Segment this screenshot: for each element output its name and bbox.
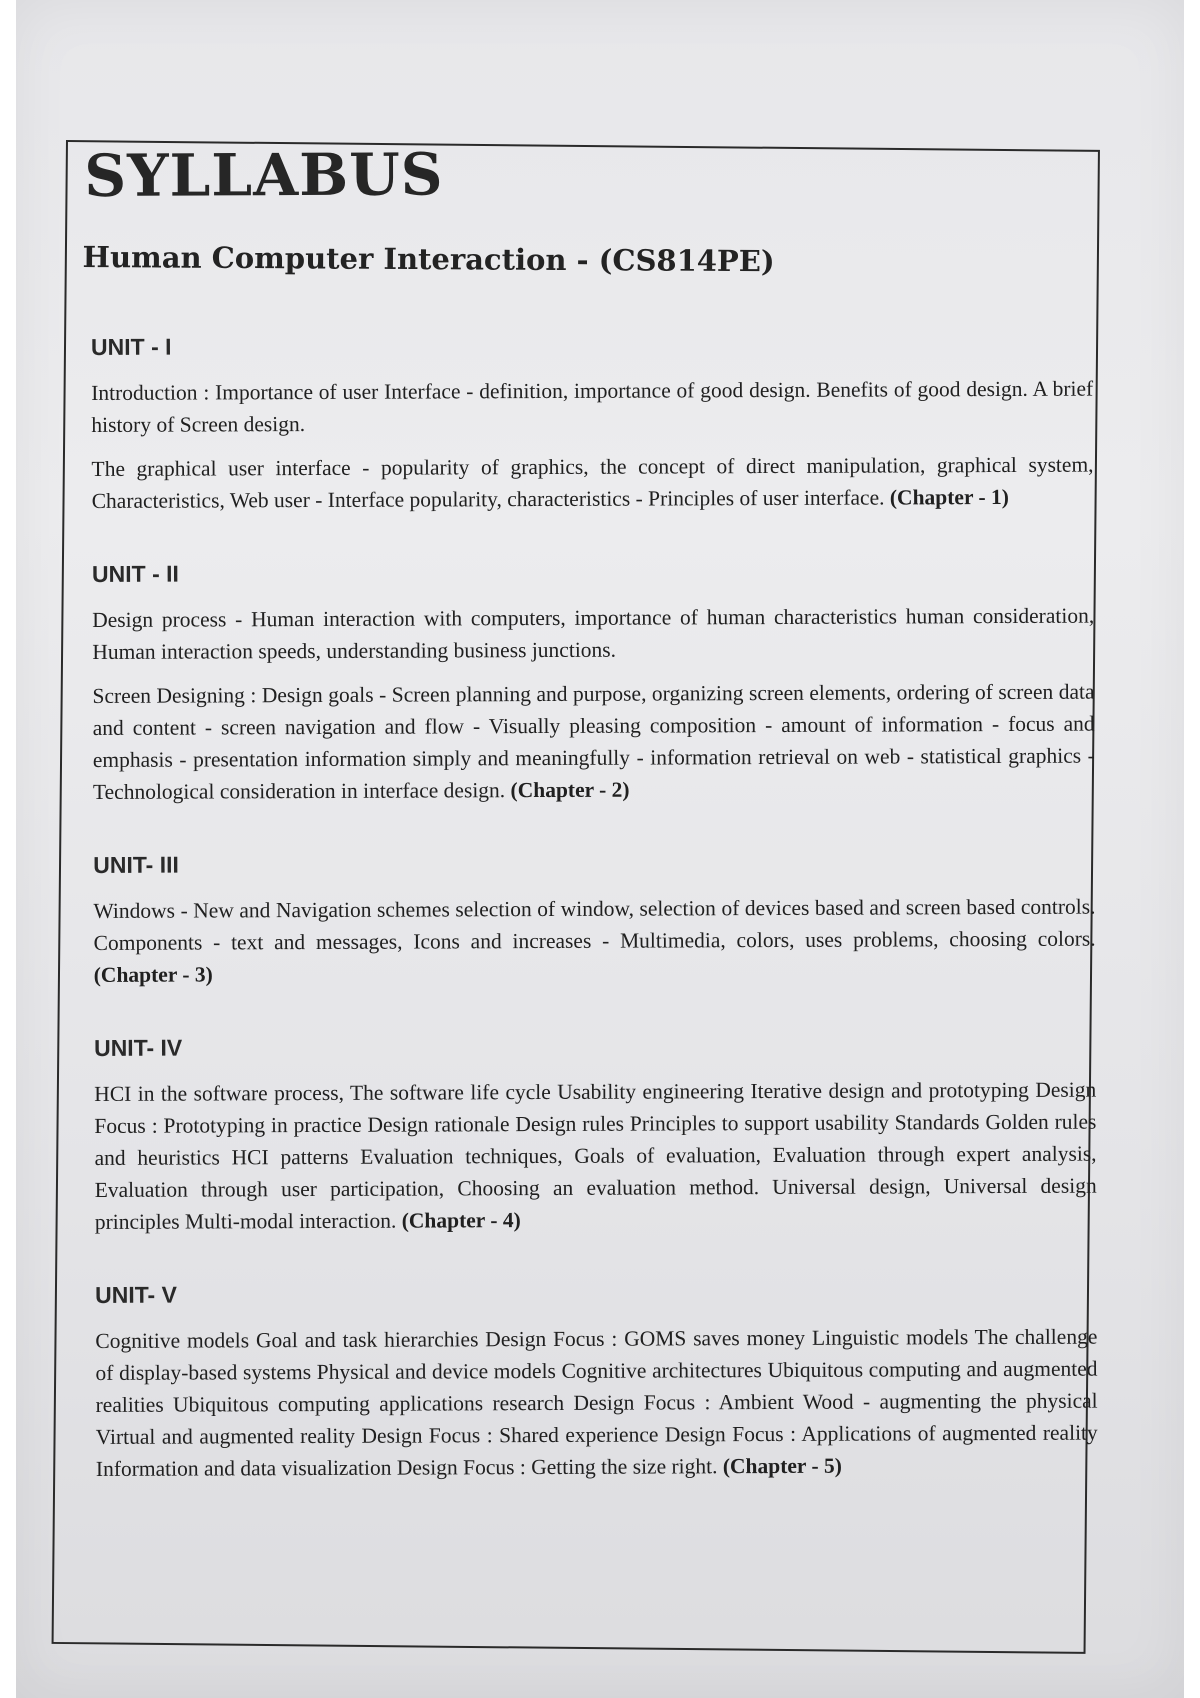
- paragraph-text: Design process - Human interaction with computers, importance of human characteristics human consideration, Human interaction speeds, understanding business junctions.: [92, 603, 1095, 664]
- chapter-reference: (Chapter - 2): [510, 777, 630, 803]
- chapter-reference: (Chapter - 3): [93, 962, 213, 987]
- unit-1-paragraph-1: [91, 373, 1093, 441]
- unit-3-paragraph-1: [93, 891, 1095, 991]
- unit-4-paragraph-1: [94, 1074, 1097, 1238]
- paragraph-text: Windows - New and Navigation schemes selection of window, selection of devices based and screen based controls. Components - text and messages, Icons and increases - Multimedia, colors, uses problems, choosing colors.: [93, 894, 1096, 955]
- unit-heading-3: UNIT- III: [93, 851, 179, 878]
- unit-2-paragraph-2: [92, 676, 1095, 808]
- unit-heading-2: UNIT - II: [91, 560, 179, 587]
- syllabus-content: [82, 114, 1108, 1485]
- unit-2-paragraph-1: [92, 600, 1094, 668]
- chapter-reference: (Chapter - 1): [889, 484, 1009, 510]
- unit-heading-5: UNIT- V: [95, 1281, 177, 1308]
- unit-heading-4: UNIT- IV: [94, 1034, 183, 1061]
- paragraph-text: Cognitive models Goal and task hierarchies Design Focus : GOMS saves money Linguistic models The challenge of display-based systems Physical and device models Cognitive architectures Ubiquitous computing and augmented realities Ubiquitous computing applications research Design Focus : Ambient Wood - augmenting the physical Virtual and augmented reality Design Focus : Shared experience Design Focus : Applications of augmented reality Information and data visualization Design Focus : Getting the size right.: [95, 1324, 1098, 1481]
- course-title: Human Computer Interaction - (CS814PE): [82, 239, 775, 279]
- chapter-reference: (Chapter - 4): [401, 1208, 521, 1233]
- unit-1-paragraph-2: [91, 449, 1093, 517]
- paragraph-text: Introduction : Importance of user Interface - definition, importance of good design. Benefits of good design. A brief history of Screen design.: [91, 376, 1094, 437]
- paragraph-text: Screen Designing : Design goals - Screen planning and purpose, organizing screen elements, ordering of screen data and content - screen navigation and flow - Visually pleasing composition - amount of information - focus and emphasis - presentation information simply and meaningfully - information retrieval on web - statistical graphics - Technological consideration in interface design.: [92, 679, 1095, 804]
- unit-heading-1: UNIT - I: [90, 333, 172, 360]
- unit-5-paragraph-1: [95, 1321, 1098, 1485]
- page-title: SYLLABUS: [84, 140, 444, 210]
- chapter-reference: (Chapter - 5): [722, 1453, 842, 1479]
- paragraph-text: HCI in the software process, The software life cycle Usability engineering Iterative design and prototyping Design Focus : Prototyping in practice Design rationale Design rules Principles to support usability Standards Golden rules and heuristics HCI patterns Evaluation techniques, Goals of evaluation, Evaluation through expert analysis, Evaluation through user participation, Choosing an evaluation method. Universal design, Universal design principles Multi-modal interaction.: [94, 1077, 1097, 1234]
- paragraph-text: The graphical user interface - popularity of graphics, the concept of direct manipulation, graphical system, Characteristics, Web user - Interface popularity, characteristics - Principles of user interface.: [91, 452, 1094, 513]
- document-photo: [16, 0, 1184, 1698]
